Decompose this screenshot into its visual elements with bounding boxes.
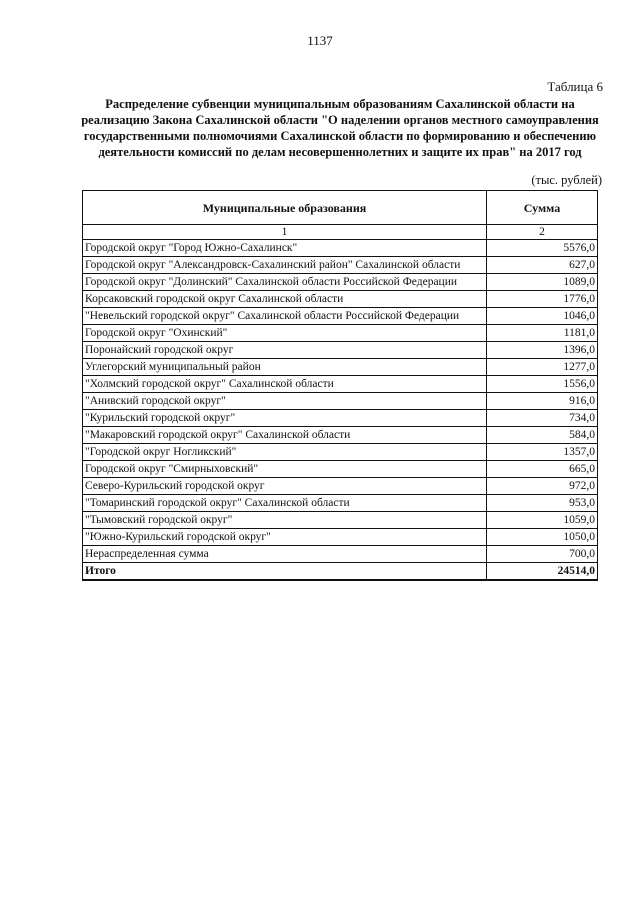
municipality-name: "Анивский городской округ" [83, 393, 487, 410]
subvention-table [82, 190, 598, 581]
table-row [83, 461, 598, 478]
municipality-name: Городской округ "Город Южно-Сахалинск" [83, 240, 487, 257]
table-row [83, 478, 598, 495]
table-row [83, 546, 598, 563]
table-label: Таблица 6 [547, 79, 603, 94]
subvention-sum: 700,0 [487, 546, 598, 563]
municipality-name: Северо-Курильский городской округ [83, 478, 487, 495]
document-title: Распределение субвенции муниципальным образованиям Сахалинской области на реализацию Закона Сахалинской области "О наделении органов местного самоуправления государственными полномочиями Сахалинской области по формированию и обеспечению деятельности комиссий по делам несовершеннолетних и защите их прав" на 2017 год [81, 97, 599, 159]
table-row [83, 240, 598, 257]
subvention-sum: 1357,0 [487, 444, 598, 461]
municipality-name: Углегорский муниципальный район [83, 359, 487, 376]
table-row [83, 512, 598, 529]
total-sum: 24514,0 [487, 563, 598, 581]
column-number: 1 [83, 225, 487, 240]
subvention-sum: 953,0 [487, 495, 598, 512]
subvention-sum: 734,0 [487, 410, 598, 427]
table-row [83, 393, 598, 410]
subvention-sum: 1776,0 [487, 291, 598, 308]
subvention-sum: 1181,0 [487, 325, 598, 342]
municipality-name: Городской округ "Долинский" Сахалинской области Российской Федерации [83, 274, 487, 291]
column-number-row [83, 225, 598, 240]
municipality-name: "Холмский городской округ" Сахалинской области [83, 376, 487, 393]
subvention-sum: 1277,0 [487, 359, 598, 376]
subvention-sum: 916,0 [487, 393, 598, 410]
municipality-name: "Томаринский городской округ" Сахалинской области [83, 495, 487, 512]
total-label: Итого [83, 563, 487, 581]
table-row [83, 257, 598, 274]
municipality-name: "Городской округ Ногликский" [83, 444, 487, 461]
table-row [83, 308, 598, 325]
table-body [83, 225, 598, 581]
municipality-name: Нераспределенная сумма [83, 546, 487, 563]
municipality-name: "Южно-Курильский городской округ" [83, 529, 487, 546]
table-row [83, 427, 598, 444]
table-row [83, 495, 598, 512]
page-number: 1137 [307, 33, 333, 48]
subvention-sum: 584,0 [487, 427, 598, 444]
table-row [83, 359, 598, 376]
table-header-row [83, 191, 598, 225]
subvention-sum: 1089,0 [487, 274, 598, 291]
municipality-name: "Невельский городской округ" Сахалинской области Российской Федерации [83, 308, 487, 325]
header-sum: Сумма [487, 191, 598, 225]
column-number: 2 [487, 225, 598, 240]
municipality-name: "Курильский городской округ" [83, 410, 487, 427]
municipality-name: Корсаковский городской округ Сахалинской области [83, 291, 487, 308]
table-row [83, 376, 598, 393]
table-row [83, 274, 598, 291]
municipality-name: "Макаровский городской округ" Сахалинской области [83, 427, 487, 444]
subvention-sum: 1050,0 [487, 529, 598, 546]
total-row [83, 563, 598, 581]
table-row [83, 529, 598, 546]
table-row [83, 342, 598, 359]
municipality-name: Городской округ "Александровск-Сахалинский район" Сахалинской области [83, 257, 487, 274]
header-municipalities: Муниципальные образования [83, 191, 487, 225]
table-row [83, 325, 598, 342]
subvention-sum: 972,0 [487, 478, 598, 495]
municipality-name: Городской округ "Охинский" [83, 325, 487, 342]
subvention-sum: 1059,0 [487, 512, 598, 529]
subvention-sum: 1556,0 [487, 376, 598, 393]
subvention-sum: 5576,0 [487, 240, 598, 257]
units-label: (тыс. рублей) [531, 173, 602, 187]
subvention-sum: 627,0 [487, 257, 598, 274]
table-row [83, 444, 598, 461]
municipality-name: Поронайский городской округ [83, 342, 487, 359]
subvention-sum: 665,0 [487, 461, 598, 478]
table-row [83, 291, 598, 308]
table-row [83, 410, 598, 427]
subvention-sum: 1396,0 [487, 342, 598, 359]
subvention-sum: 1046,0 [487, 308, 598, 325]
municipality-name: "Тымовский городской округ" [83, 512, 487, 529]
municipality-name: Городской округ "Смирныховский" [83, 461, 487, 478]
